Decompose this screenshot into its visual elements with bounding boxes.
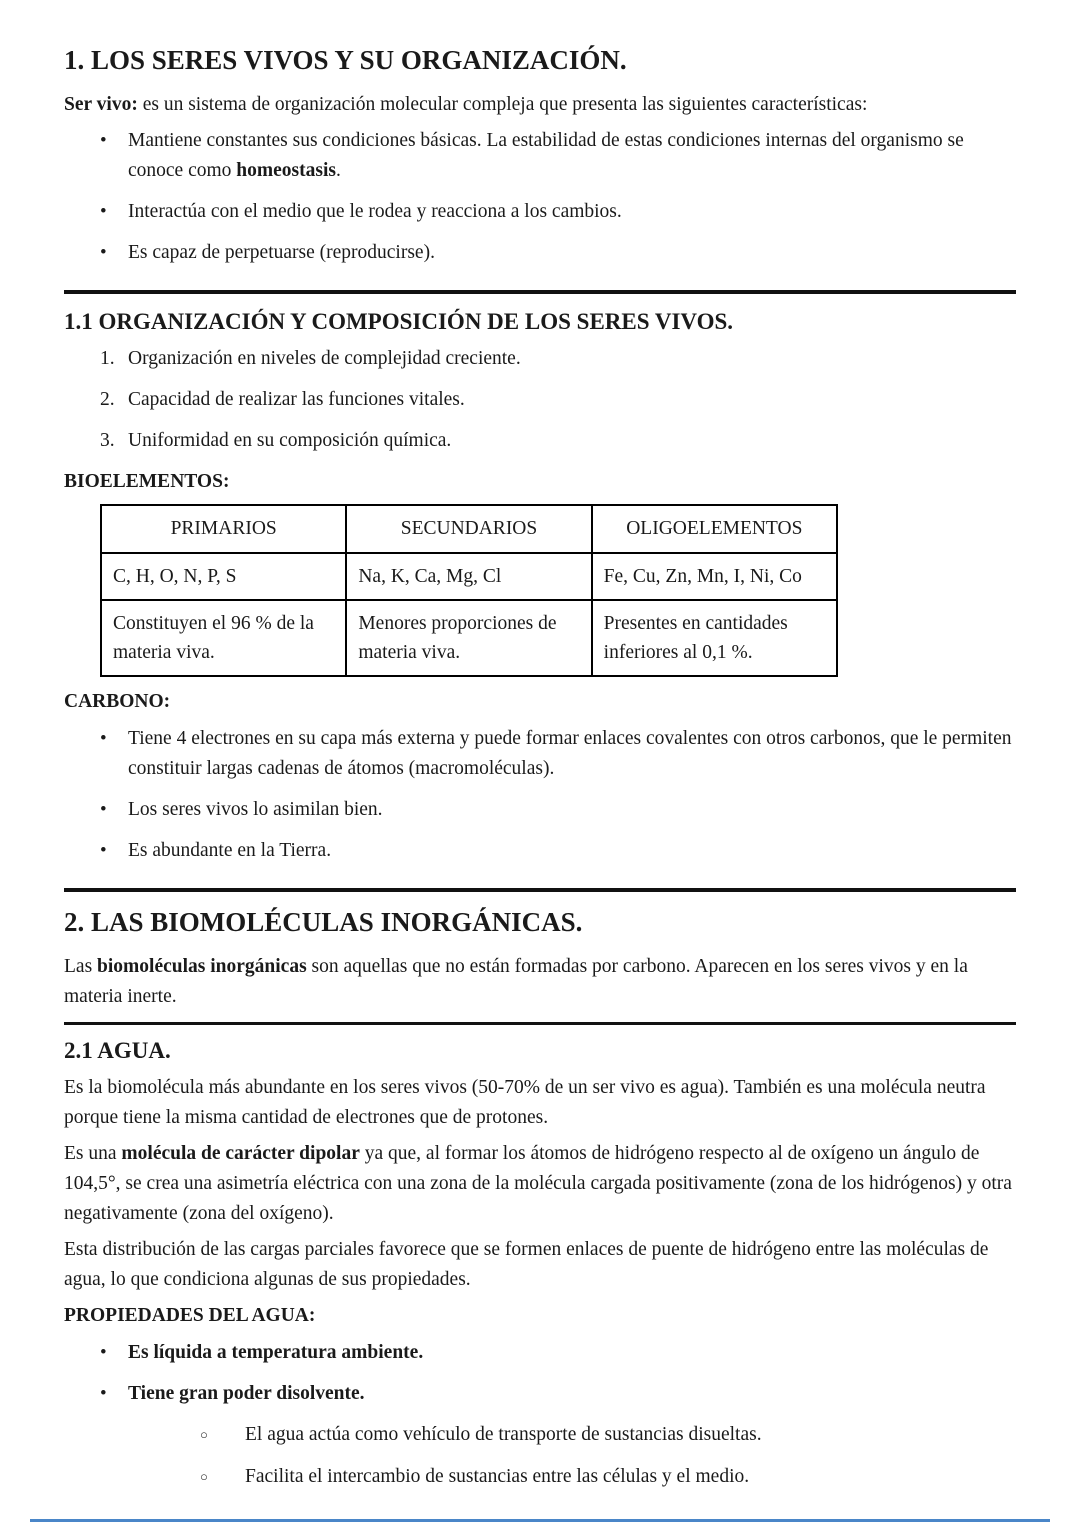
list-item-text: Es líquida a temperatura ambiente.	[128, 1341, 424, 1363]
list-item-text-pre: Mantiene constantes sus condiciones básicas. La estabilidad de estas condiciones internas del organismo se conoce como	[128, 130, 964, 182]
ser-vivo-term: Ser vivo:	[64, 94, 138, 116]
table-cell: Constituyen el 96 % de la materia viva.	[101, 600, 346, 676]
list-item-text: Tiene gran poder disolvente.	[128, 1382, 365, 1404]
horizontal-rule	[64, 1022, 1016, 1025]
numbered-item-text: Organización en niveles de complejidad creciente.	[128, 347, 521, 369]
list-item	[64, 238, 1016, 268]
agua-paragraph-3: Esta distribución de las cargas parciales favorece que se formen enlaces de puente de hidrógeno entre las moléculas de agua, lo que condiciona algunas de sus propiedades.	[64, 1238, 989, 1290]
horizontal-rule	[64, 888, 1016, 892]
list-number: 1.	[100, 347, 115, 369]
list-number: 3.	[100, 429, 115, 451]
list-item-text: Es capaz de perpetuarse (reproducirse).	[128, 242, 435, 264]
list-item	[64, 197, 1016, 227]
section-2-title: 2. LAS BIOMOLÉCULAS INORGÁNICAS.	[64, 906, 583, 937]
agua-paragraph-2-pre: Es una	[64, 1142, 122, 1164]
circle-bullet-icon	[200, 1420, 245, 1451]
table-row	[101, 553, 837, 600]
bottom-accent-line	[30, 1519, 1050, 1522]
carbono-bullet-list	[64, 724, 1016, 866]
agua-paragraph-2-post: ya que, al formar los átomos de hidrógeno respecto al de oxígeno un ángulo de 104,5°, se crea una asimetría eléctrica con una zona de la molécula cargada positivamente (zona de los hidrógenos) y otra negativamente (zona del oxígeno).	[64, 1142, 1012, 1224]
table-cell: Na, K, Ca, Mg, Cl	[346, 553, 591, 600]
list-item	[64, 1379, 1016, 1409]
section-2-intro-pre: Las	[64, 956, 98, 978]
table-header-cell: SECUNDARIOS	[346, 505, 591, 553]
table-cell: Presentes en cantidades inferiores al 0,1 %.	[592, 600, 837, 676]
agua-paragraph-1: Es la biomolécula más abundante en los seres vivos (50-70% de un ser vivo es agua). También es una molécula neutra porque tiene la misma cantidad de electrones que de protones.	[64, 1076, 986, 1128]
list-item-text: Tiene 4 electrones en su capa más externa y puede formar enlaces covalentes con otros carbonos, que le permiten constituir largas cadenas de átomos (macromoléculas).	[128, 727, 1012, 779]
list-item-text: Es abundante en la Tierra.	[128, 839, 332, 861]
numbered-item	[64, 426, 1016, 456]
numbered-item-text: Uniformidad en su composición química.	[128, 429, 452, 451]
list-item-text: Interactúa con el medio que le rodea y reacciona a los cambios.	[128, 201, 622, 223]
bullet-icon	[100, 836, 128, 866]
list-number: 2.	[100, 388, 115, 410]
table-header-row	[101, 505, 837, 553]
section-1-intro	[64, 90, 1016, 120]
section-1-1-title: 1.1 ORGANIZACIÓN Y COMPOSICIÓN DE LOS SERES VIVOS.	[64, 309, 733, 335]
section-1-bullet-list	[64, 126, 1016, 268]
sub-list-item	[64, 1420, 1016, 1451]
bullet-icon	[100, 795, 128, 825]
numbered-item-text: Capacidad de realizar las funciones vitales.	[128, 388, 465, 410]
homeostasis-term: homeostasis	[236, 160, 336, 182]
sub-list-item	[64, 1462, 1016, 1493]
table-cell: Fe, Cu, Zn, Mn, I, Ni, Co	[592, 553, 837, 600]
bullet-icon	[100, 238, 128, 268]
section-1-intro-text: es un sistema de organización molecular compleja que presenta las siguientes características:	[137, 94, 868, 116]
propiedades-agua-label: PROPIEDADES DEL AGUA:	[64, 1304, 316, 1326]
list-item	[64, 126, 1016, 186]
bullet-icon	[100, 724, 128, 784]
list-item	[64, 795, 1016, 825]
list-item-text-post: .	[335, 160, 341, 182]
sub-list-item-text: El agua actúa como vehículo de transporte de sustancias disueltas.	[245, 1423, 762, 1445]
section-1-title: 1. LOS SERES VIVOS Y SU ORGANIZACIÓN.	[64, 45, 627, 75]
table-header-cell: PRIMARIOS	[101, 505, 346, 553]
numbered-item	[64, 344, 1016, 374]
list-item	[64, 724, 1016, 784]
section-1-1-numbered-list	[64, 344, 1016, 456]
list-item	[64, 1338, 1016, 1368]
sub-list-item-text: Facilita el intercambio de sustancias entre las células y el medio.	[245, 1465, 750, 1487]
table-row	[101, 600, 837, 676]
biomoleculas-inorganicas-term: biomoléculas inorgánicas	[97, 956, 307, 978]
horizontal-rule	[64, 290, 1016, 294]
carbono-label: CARBONO:	[64, 690, 171, 712]
section-2-intro	[64, 952, 1016, 1012]
bioelements-table	[100, 504, 838, 677]
list-item-text: Los seres vivos lo asimilan bien.	[128, 798, 383, 820]
bullet-icon	[100, 126, 128, 186]
section-2-1-title: 2.1 AGUA.	[64, 1038, 171, 1064]
circle-bullet-icon	[200, 1462, 245, 1493]
list-item	[64, 836, 1016, 866]
table-header-cell: OLIGOELEMENTOS	[592, 505, 837, 553]
agua-paragraph-2	[64, 1139, 1016, 1229]
section-2-intro-post: son aquellas que no están formadas por carbono. Aparecen en los seres vivos y en la materia inerte.	[64, 956, 968, 1008]
bullet-icon	[100, 1379, 128, 1409]
molecula-dipolar-term: molécula de carácter dipolar	[121, 1142, 360, 1164]
bullet-icon	[100, 1338, 128, 1368]
table-cell: Menores proporciones de materia viva.	[346, 600, 591, 676]
bullet-icon	[100, 197, 128, 227]
table-cell: C, H, O, N, P, S	[101, 553, 346, 600]
propiedades-bullet-list	[64, 1338, 1016, 1493]
bioelementos-label: BIOELEMENTOS:	[64, 470, 230, 492]
numbered-item	[64, 385, 1016, 415]
list-item-text	[128, 126, 1016, 186]
